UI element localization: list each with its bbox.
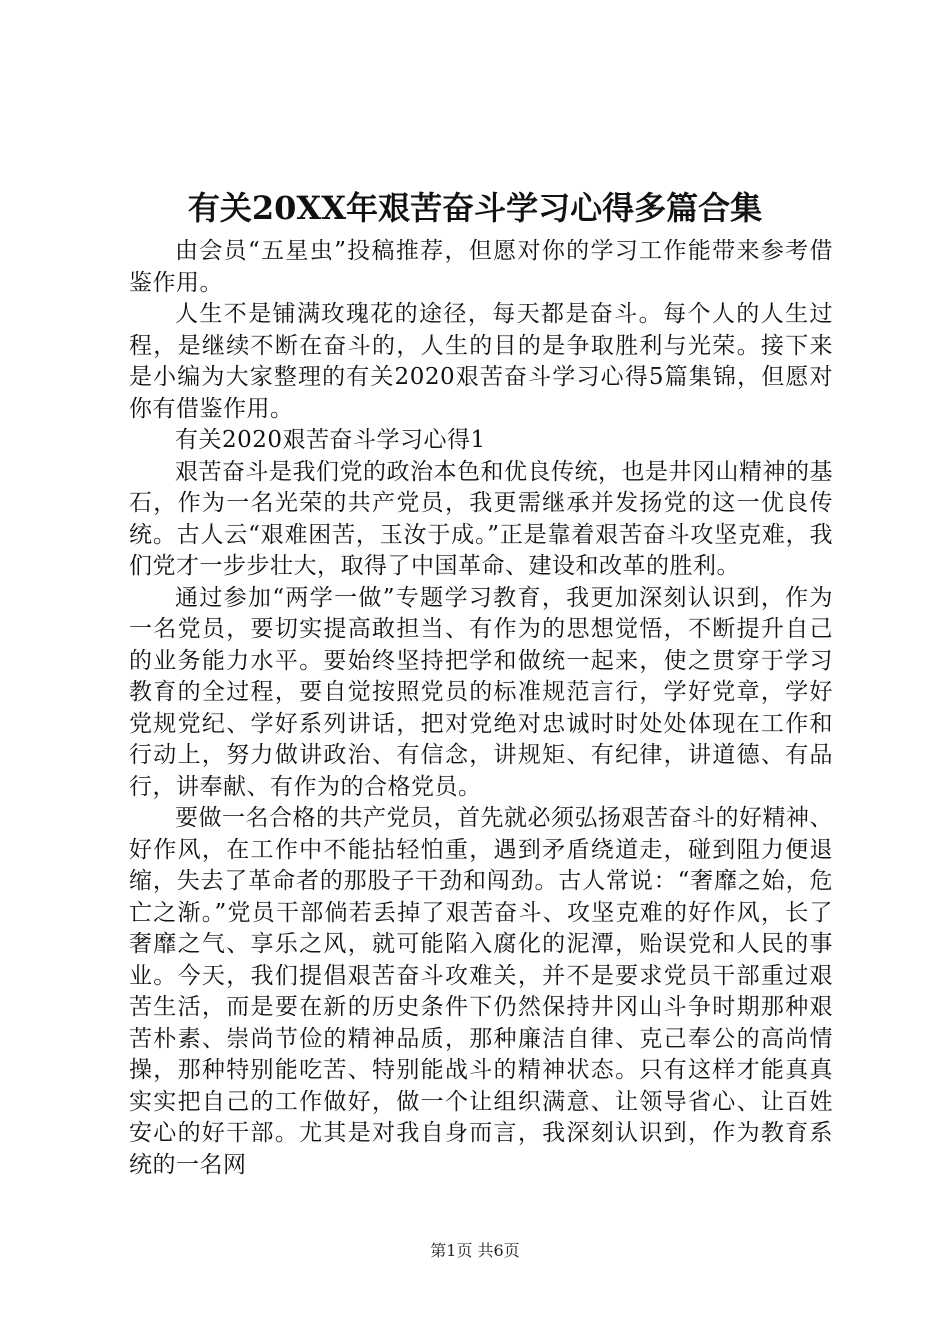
- document-title: 有关20XX年艰苦奋斗学习心得多篇合集: [187, 189, 763, 227]
- body-paragraph: 艰苦奋斗是我们党的政治本色和优良传统，也是井冈山精神的基石，作为一名光荣的共产党员，我更需继承并发扬党的这一优良传统。古人云“艰难困苦，玉汝于成。”正是靠着艰苦奋斗攻坚克难，我们党才一步步壮大，取得了中国革命、建设和改革的胜利。: [129, 458, 833, 579]
- section-heading: 有关2020艰苦奋斗学习心得1: [175, 427, 486, 453]
- intro-paragraph: 由会员“五星虫”投稿推荐，但愿对你的学习工作能带来参考借鉴作用。: [129, 238, 833, 296]
- body-paragraph: 要做一名合格的共产党员，首先就必须弘扬艰苦奋斗的好精神、好作风，在工作中不能拈轻怕重，遇到矛盾绕道走，碰到阻力便退缩，失去了革命者的那股子干劲和闯劲。古人常说：“奢靡之始，危亡之渐。”党员干部倘若丢掉了艰苦奋斗、攻坚克难的好作风，长了奢靡之气、享乐之风，就可能陷入腐化的泥潭，贻误党和人民的事业。今天，我们提倡艰苦奋斗攻难关，并不是要求党员干部重过艰苦生活，而是要在新的历史条件下仍然保持井冈山斗争时期那种艰苦朴素、崇尚节俭的精神品质，那种廉洁自律、克己奉公的高尚情操，那种特别能吃苦、特别能战斗的精神状态。只有这样才能真真实实把自己的工作做好，做一个让组织满意、让领导省心、让百姓安心的好干部。尤其是对我自身而言，我深刻认识到，作为教育系统的一名网: [129, 805, 833, 1178]
- body-paragraph: 通过参加“两学一做”专题学习教育，我更加深刻认识到，作为一名党员，要切实提高敢担当、有作为的思想觉悟，不断提升自己的业务能力水平。要始终坚持把学和做统一起来，使之贯穿于学习教育的全过程，要自觉按照党员的标准规范言行，学好党章，学好党规党纪、学好系列讲话，把对党绝对忠诚时时处处体现在工作和行动上，努力做讲政治、有信念，讲规矩、有纪律，讲道德、有品行，讲奉献、有作为的合格党员。: [129, 584, 833, 800]
- body-paragraph: 人生不是铺满玫瑰花的途径，每天都是奋斗。每个人的人生过程，是继续不断在奋斗的，人生的目的是争取胜利与光荣。接下来是小编为大家整理的有关2020艰苦奋斗学习心得5篇集锦，但愿对你有借鉴作用。: [129, 301, 833, 422]
- page-footer: 第1页 共6页: [430, 1241, 520, 1260]
- document-body: [129, 236, 833, 1181]
